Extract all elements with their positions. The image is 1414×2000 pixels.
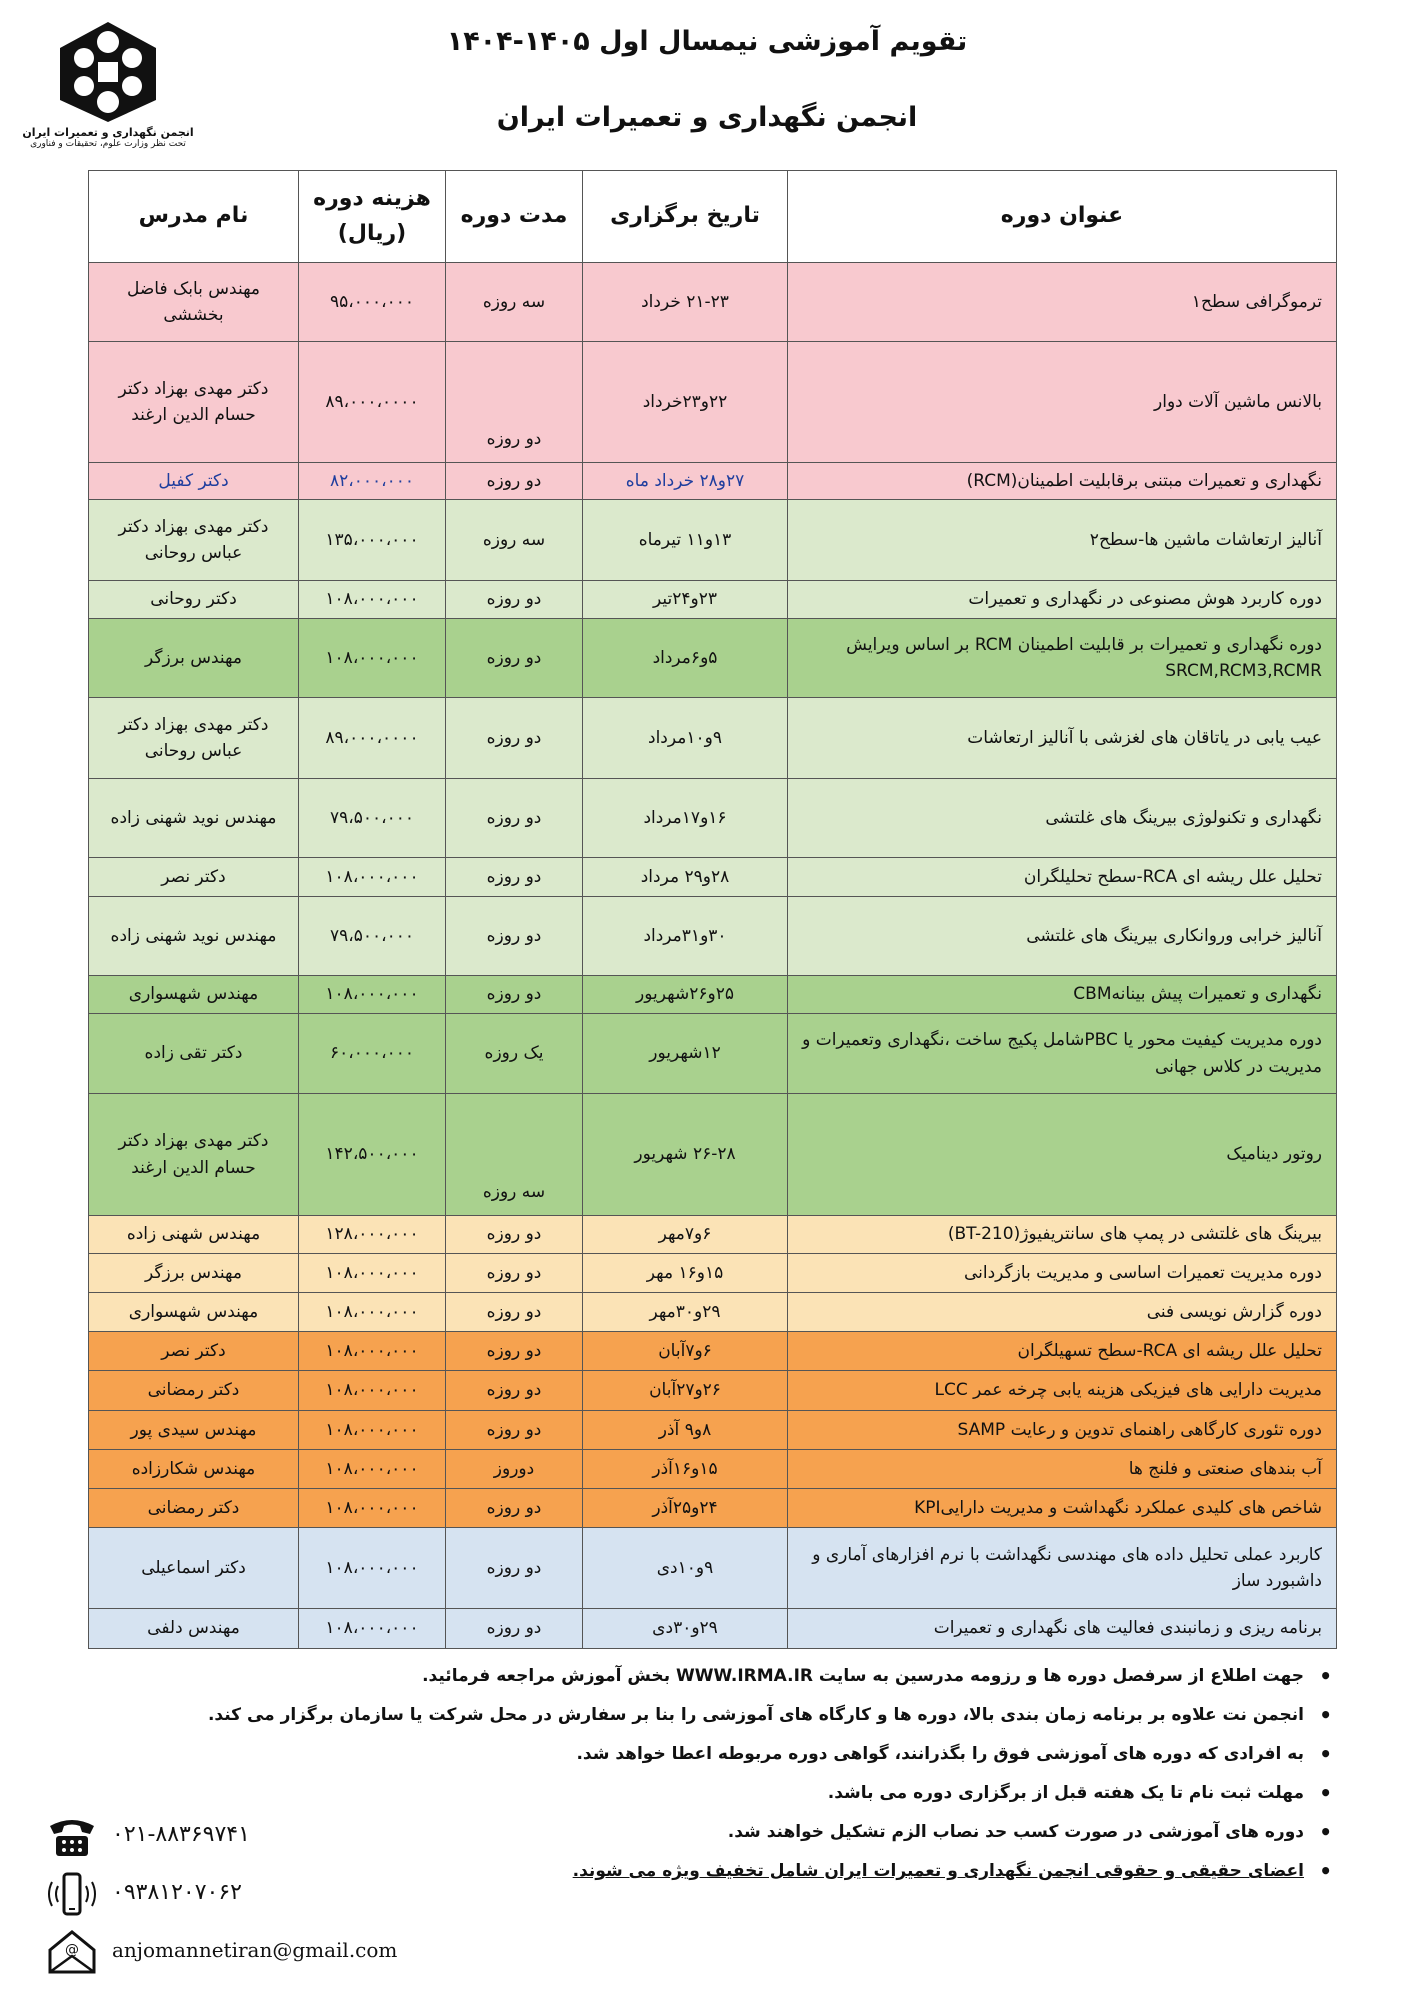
course-title: آنالیز ارتعاشات ماشین ها-سطح۲ — [788, 500, 1337, 581]
table-row — [89, 779, 1337, 858]
table-row — [89, 976, 1337, 1014]
mobile-number[interactable]: ۰۹۳۸۱۲۰۷۰۶۲ — [112, 1880, 242, 1905]
course-title: کاربرد عملی تحلیل داده های مهندسی نگهداشت با نرم افزارهای آماری و داشبورد ساز — [788, 1528, 1337, 1609]
table-row — [89, 1528, 1337, 1609]
course-fee: ۹۵،۰۰۰،۰۰۰ — [299, 263, 446, 342]
course-date: ۹و۱۰مرداد — [583, 698, 788, 779]
course-instructor: مهندس برزگر — [89, 619, 299, 698]
table-row — [89, 619, 1337, 698]
course-title: دوره نگهداری و تعمیرات بر قابلیت اطمینان RCM بر اساس ویرایش SRCM,RCM3,RCMR — [788, 619, 1337, 698]
course-title: روتور دینامیک — [788, 1094, 1337, 1216]
page-subtitle: انجمن نگهداری و تعمیرات ایران — [496, 102, 918, 133]
svg-text:@: @ — [65, 1942, 79, 1958]
mobile-phone-icon — [44, 1870, 100, 1918]
course-duration: سه روزه — [446, 263, 583, 342]
note-item: • مهلت ثبت نام تا یک هفته قبل از برگزاری دوره می باشد. — [114, 1781, 1334, 1805]
course-fee: ۱۰۸،۰۰۰،۰۰۰ — [299, 1450, 446, 1489]
course-fee: ۱۳۵،۰۰۰،۰۰۰ — [299, 500, 446, 581]
course-duration: دو روزه — [446, 1411, 583, 1450]
email-address[interactable]: anjomannetiran@gmail.com — [112, 1938, 398, 1962]
table-row — [89, 581, 1337, 619]
course-title: برنامه ریزی و زمانبندی فعالیت های نگهداری و تعمیرات — [788, 1609, 1337, 1649]
course-fee: ۶۰،۰۰۰،۰۰۰ — [299, 1014, 446, 1094]
table-row — [89, 342, 1337, 463]
course-fee: ۱۰۸،۰۰۰،۰۰۰ — [299, 1254, 446, 1293]
course-fee: ۱۰۸،۰۰۰،۰۰۰ — [299, 1528, 446, 1609]
course-title: ترموگرافی سطح۱ — [788, 263, 1337, 342]
course-date: ۱۵و۱۶آذر — [583, 1450, 788, 1489]
note-item: • انجمن نت علاوه بر برنامه زمان بندی بالا، دوره ها و کارگاه های آموزشی را بنا بر سفارش در محل شرکت یا سازمان برگزار می کند. — [114, 1703, 1334, 1727]
course-instructor: دکتر اسماعیلی — [89, 1528, 299, 1609]
table-row — [89, 500, 1337, 581]
course-duration: دو روزه — [446, 1489, 583, 1528]
course-date: ۱۵و۱۶ مهر — [583, 1254, 788, 1293]
course-fee: ۱۰۸،۰۰۰،۰۰۰ — [299, 1489, 446, 1528]
column-header-duration: مدت دوره — [446, 171, 583, 263]
course-fee: ۱۰۸،۰۰۰،۰۰۰ — [299, 1332, 446, 1371]
table-row — [89, 1014, 1337, 1094]
course-title: دوره تئوری کارگاهی راهنمای تدوین و رعایت SAMP — [788, 1411, 1337, 1450]
course-date: ۲۹و۳۰دی — [583, 1609, 788, 1649]
course-date: ۱۳و۱۱ تیرماه — [583, 500, 788, 581]
course-instructor: مهندس شکارزاده — [89, 1450, 299, 1489]
phone-contact — [44, 1812, 444, 1862]
course-instructor: دکتر رمضانی — [89, 1489, 299, 1528]
table-row — [89, 1371, 1337, 1411]
course-instructor: مهندس بابک فاضل بخششی — [89, 263, 299, 342]
course-fee: ۷۹،۵۰۰،۰۰۰ — [299, 779, 446, 858]
course-title: دوره مدیریت کیفیت محور یا PBCشامل پکیج ساخت ،نگهداری وتعمیرات و مدیریت در کلاس جهانی — [788, 1014, 1337, 1094]
course-date: ۲۶و۲۷آبان — [583, 1371, 788, 1411]
course-title: دوره گزارش نویسی فنی — [788, 1293, 1337, 1332]
course-date: ۲۲و۲۳خرداد — [583, 342, 788, 463]
course-instructor: دکتر مهدی بهزاد دکتر حسام الدین ارغند — [89, 1094, 299, 1216]
course-title: نگهداری و تعمیرات پیش بینانهCBM — [788, 976, 1337, 1014]
course-fee: ۱۰۸،۰۰۰،۰۰۰ — [299, 858, 446, 897]
course-duration: دو روزه — [446, 858, 583, 897]
table-header-row — [89, 171, 1337, 263]
table-row — [89, 1411, 1337, 1450]
course-duration: دو روزه — [446, 1528, 583, 1609]
column-header-date: تاریخ برگزاری — [583, 171, 788, 263]
course-date: ۲۵و۲۶شهریور — [583, 976, 788, 1014]
course-duration: یک روزه — [446, 1014, 583, 1094]
course-title: نگهداری و تکنولوژی بیرینگ های غلتشی — [788, 779, 1337, 858]
course-duration: دو روزه — [446, 581, 583, 619]
course-fee: ۱۰۸،۰۰۰،۰۰۰ — [299, 581, 446, 619]
course-duration: دو روزه — [446, 1371, 583, 1411]
course-date: ۲۸و۲۹ مرداد — [583, 858, 788, 897]
course-fee: ۱۰۸،۰۰۰،۰۰۰ — [299, 1411, 446, 1450]
email-contact — [44, 1928, 444, 1978]
course-fee: ۱۰۸،۰۰۰،۰۰۰ — [299, 1609, 446, 1649]
course-date: ۳۰و۳۱مرداد — [583, 897, 788, 976]
course-title: تحلیل علل ریشه ای RCA-سطح تحلیلگران — [788, 858, 1337, 897]
course-instructor: مهندس نوید شهنی زاده — [89, 779, 299, 858]
course-instructor: مهندس برزگر — [89, 1254, 299, 1293]
course-date: ۱۶و۱۷مرداد — [583, 779, 788, 858]
note-item: • اعضای حقیقی و حقوقی انجمن نگهداری و تعمیرات ایران شامل تخفیف ویژه می شوند. — [114, 1859, 1334, 1883]
table-row — [89, 263, 1337, 342]
course-instructor: مهندس شهنی زاده — [89, 1216, 299, 1254]
course-fee: ۸۹،۰۰۰،۰۰۰۰ — [299, 698, 446, 779]
course-title: بیرینگ های غلتشی در پمپ های سانتریفیوژ(BT-210) — [788, 1216, 1337, 1254]
table-row — [89, 1216, 1337, 1254]
course-instructor: دکتر نصر — [89, 858, 299, 897]
column-header-fee — [299, 171, 446, 263]
course-instructor: دکتر رمضانی — [89, 1371, 299, 1411]
telephone-icon — [44, 1812, 100, 1860]
note-item: • جهت اطلاع از سرفصل دوره ها و رزومه مدرسین به سایت WWW.IRMA.IR بخش آموزش مراجعه فرمائید. — [114, 1664, 1334, 1688]
column-header-fee-unit: (ریال) — [337, 220, 407, 246]
course-instructor: مهندس شهسواری — [89, 1293, 299, 1332]
course-instructor: دکتر تقی زاده — [89, 1014, 299, 1094]
mobile-contact — [44, 1870, 444, 1920]
course-duration: دو روزه — [446, 779, 583, 858]
table-row — [89, 1293, 1337, 1332]
page-title: تقویم آموزشی نیمسال اول ۱۴۰۵-۱۴۰۴ — [446, 26, 968, 57]
course-date: ۸و۹ آذر — [583, 1411, 788, 1450]
course-title: شاخص های کلیدی عملکرد نگهداشت و مدیریت داراییKPI — [788, 1489, 1337, 1528]
table-row — [89, 858, 1337, 897]
course-date: ۲۱-۲۳ خرداد — [583, 263, 788, 342]
course-fee: ۱۰۸،۰۰۰،۰۰۰ — [299, 1371, 446, 1411]
notes-list — [114, 1664, 1334, 1898]
course-instructor: دکتر کفیل — [89, 463, 299, 500]
course-date: ۲۴و۲۵آذر — [583, 1489, 788, 1528]
course-duration: دو روزه — [446, 1332, 583, 1371]
course-duration: دو روزه — [446, 1609, 583, 1649]
course-date: ۲۳و۲۴تیر — [583, 581, 788, 619]
table-row — [89, 1609, 1337, 1649]
email-envelope-icon — [44, 1928, 100, 1976]
course-fee: ۱۲۸،۰۰۰،۰۰۰ — [299, 1216, 446, 1254]
table-row — [89, 698, 1337, 779]
course-duration: دو روزه — [446, 1293, 583, 1332]
course-instructor: مهندس سیدی پور — [89, 1411, 299, 1450]
table-row — [89, 1254, 1337, 1293]
course-title: تحلیل علل ریشه ای RCA-سطح تسهیلگران — [788, 1332, 1337, 1371]
table-row — [89, 1489, 1337, 1528]
course-title: دوره مدیریت تعمیرات اساسی و مدیریت بازگردانی — [788, 1254, 1337, 1293]
course-title: نگهداری و تعمیرات مبتنی برقابلیت اطمینان(RCM) — [788, 463, 1337, 500]
course-duration: دو روزه — [446, 698, 583, 779]
course-title: دوره کاربرد هوش مصنوعی در نگهداری و تعمیرات — [788, 581, 1337, 619]
course-title: عیب یابی در یاتاقان های لغزشی با آنالیز ارتعاشات — [788, 698, 1337, 779]
course-date: ۹و۱۰دی — [583, 1528, 788, 1609]
logo-caption: انجمن نگهداری و تعمیرات ایران — [22, 126, 194, 139]
course-instructor: دکتر نصر — [89, 1332, 299, 1371]
course-duration: دو روزه — [446, 976, 583, 1014]
course-duration: دو روزه — [446, 619, 583, 698]
column-header-title: عنوان دوره — [788, 171, 1337, 263]
course-date: ۲۷و۲۸ خرداد ماه — [583, 463, 788, 500]
column-header-fee-label: هزینه دوره — [313, 186, 431, 212]
course-duration: دو روزه — [446, 1216, 583, 1254]
course-instructor: مهندس نوید شهنی زاده — [89, 897, 299, 976]
course-date: ۶و۷آبان — [583, 1332, 788, 1371]
course-title: آب بندهای صنعتی و فلنج ها — [788, 1450, 1337, 1489]
note-item: • دوره های آموزشی در صورت کسب حد نصاب الزم تشکیل خواهند شد. — [114, 1820, 1334, 1844]
course-date: ۱۲شهریور — [583, 1014, 788, 1094]
table-row — [89, 463, 1337, 500]
table-row — [89, 897, 1337, 976]
course-date: ۶و۷مهر — [583, 1216, 788, 1254]
course-schedule-table — [88, 170, 1337, 1649]
course-title: بالانس ماشین آلات دوار — [788, 342, 1337, 463]
course-title: آنالیز خرابی وروانکاری بیرینگ های غلتشی — [788, 897, 1337, 976]
course-instructor: مهندس دلفی — [89, 1609, 299, 1649]
course-duration: سه روزه — [446, 1094, 583, 1216]
course-duration: دو روزه — [446, 342, 583, 463]
course-duration: دو روزه — [446, 1254, 583, 1293]
phone-number[interactable]: ۰۲۱-۸۸۳۶۹۷۴۱ — [112, 1822, 250, 1847]
course-date: ۲۹و۳۰مهر — [583, 1293, 788, 1332]
course-instructor: مهندس شهسواری — [89, 976, 299, 1014]
table-row — [89, 1332, 1337, 1371]
course-fee: ۱۰۸،۰۰۰،۰۰۰ — [299, 619, 446, 698]
course-duration: دو روزه — [446, 897, 583, 976]
course-instructor: دکتر روحانی — [89, 581, 299, 619]
course-fee: ۱۰۸،۰۰۰،۰۰۰ — [299, 1293, 446, 1332]
course-fee: ۸۲،۰۰۰،۰۰۰ — [299, 463, 446, 500]
table-row — [89, 1450, 1337, 1489]
logo-subcaption: تحت نظر وزارت علوم، تحقیقات و فناوری — [30, 139, 186, 149]
course-duration: دوروز — [446, 1450, 583, 1489]
course-title: مدیریت دارایی های فیزیکی هزینه یابی چرخه عمر LCC — [788, 1371, 1337, 1411]
course-fee: ۱۴۲،۵۰۰،۰۰۰ — [299, 1094, 446, 1216]
course-duration: دو روزه — [446, 463, 583, 500]
note-item: • به افرادی که دوره های آموزشی فوق را بگذرانند، گواهی دوره مربوطه اعطا خواهد شد. — [114, 1742, 1334, 1766]
course-fee: ۸۹،۰۰۰،۰۰۰۰ — [299, 342, 446, 463]
course-duration: سه روزه — [446, 500, 583, 581]
course-instructor: دکتر مهدی بهزاد دکتر حسام الدین ارغند — [89, 342, 299, 463]
course-instructor: دکتر مهدی بهزاد دکتر عباس روحانی — [89, 500, 299, 581]
course-date: ۲۶-۲۸ شهریور — [583, 1094, 788, 1216]
column-header-instructor: نام مدرس — [89, 171, 299, 263]
course-instructor: دکتر مهدی بهزاد دکتر عباس روحانی — [89, 698, 299, 779]
course-fee: ۷۹،۵۰۰،۰۰۰ — [299, 897, 446, 976]
course-fee: ۱۰۸،۰۰۰،۰۰۰ — [299, 976, 446, 1014]
table-row — [89, 1094, 1337, 1216]
course-date: ۵و۶مرداد — [583, 619, 788, 698]
